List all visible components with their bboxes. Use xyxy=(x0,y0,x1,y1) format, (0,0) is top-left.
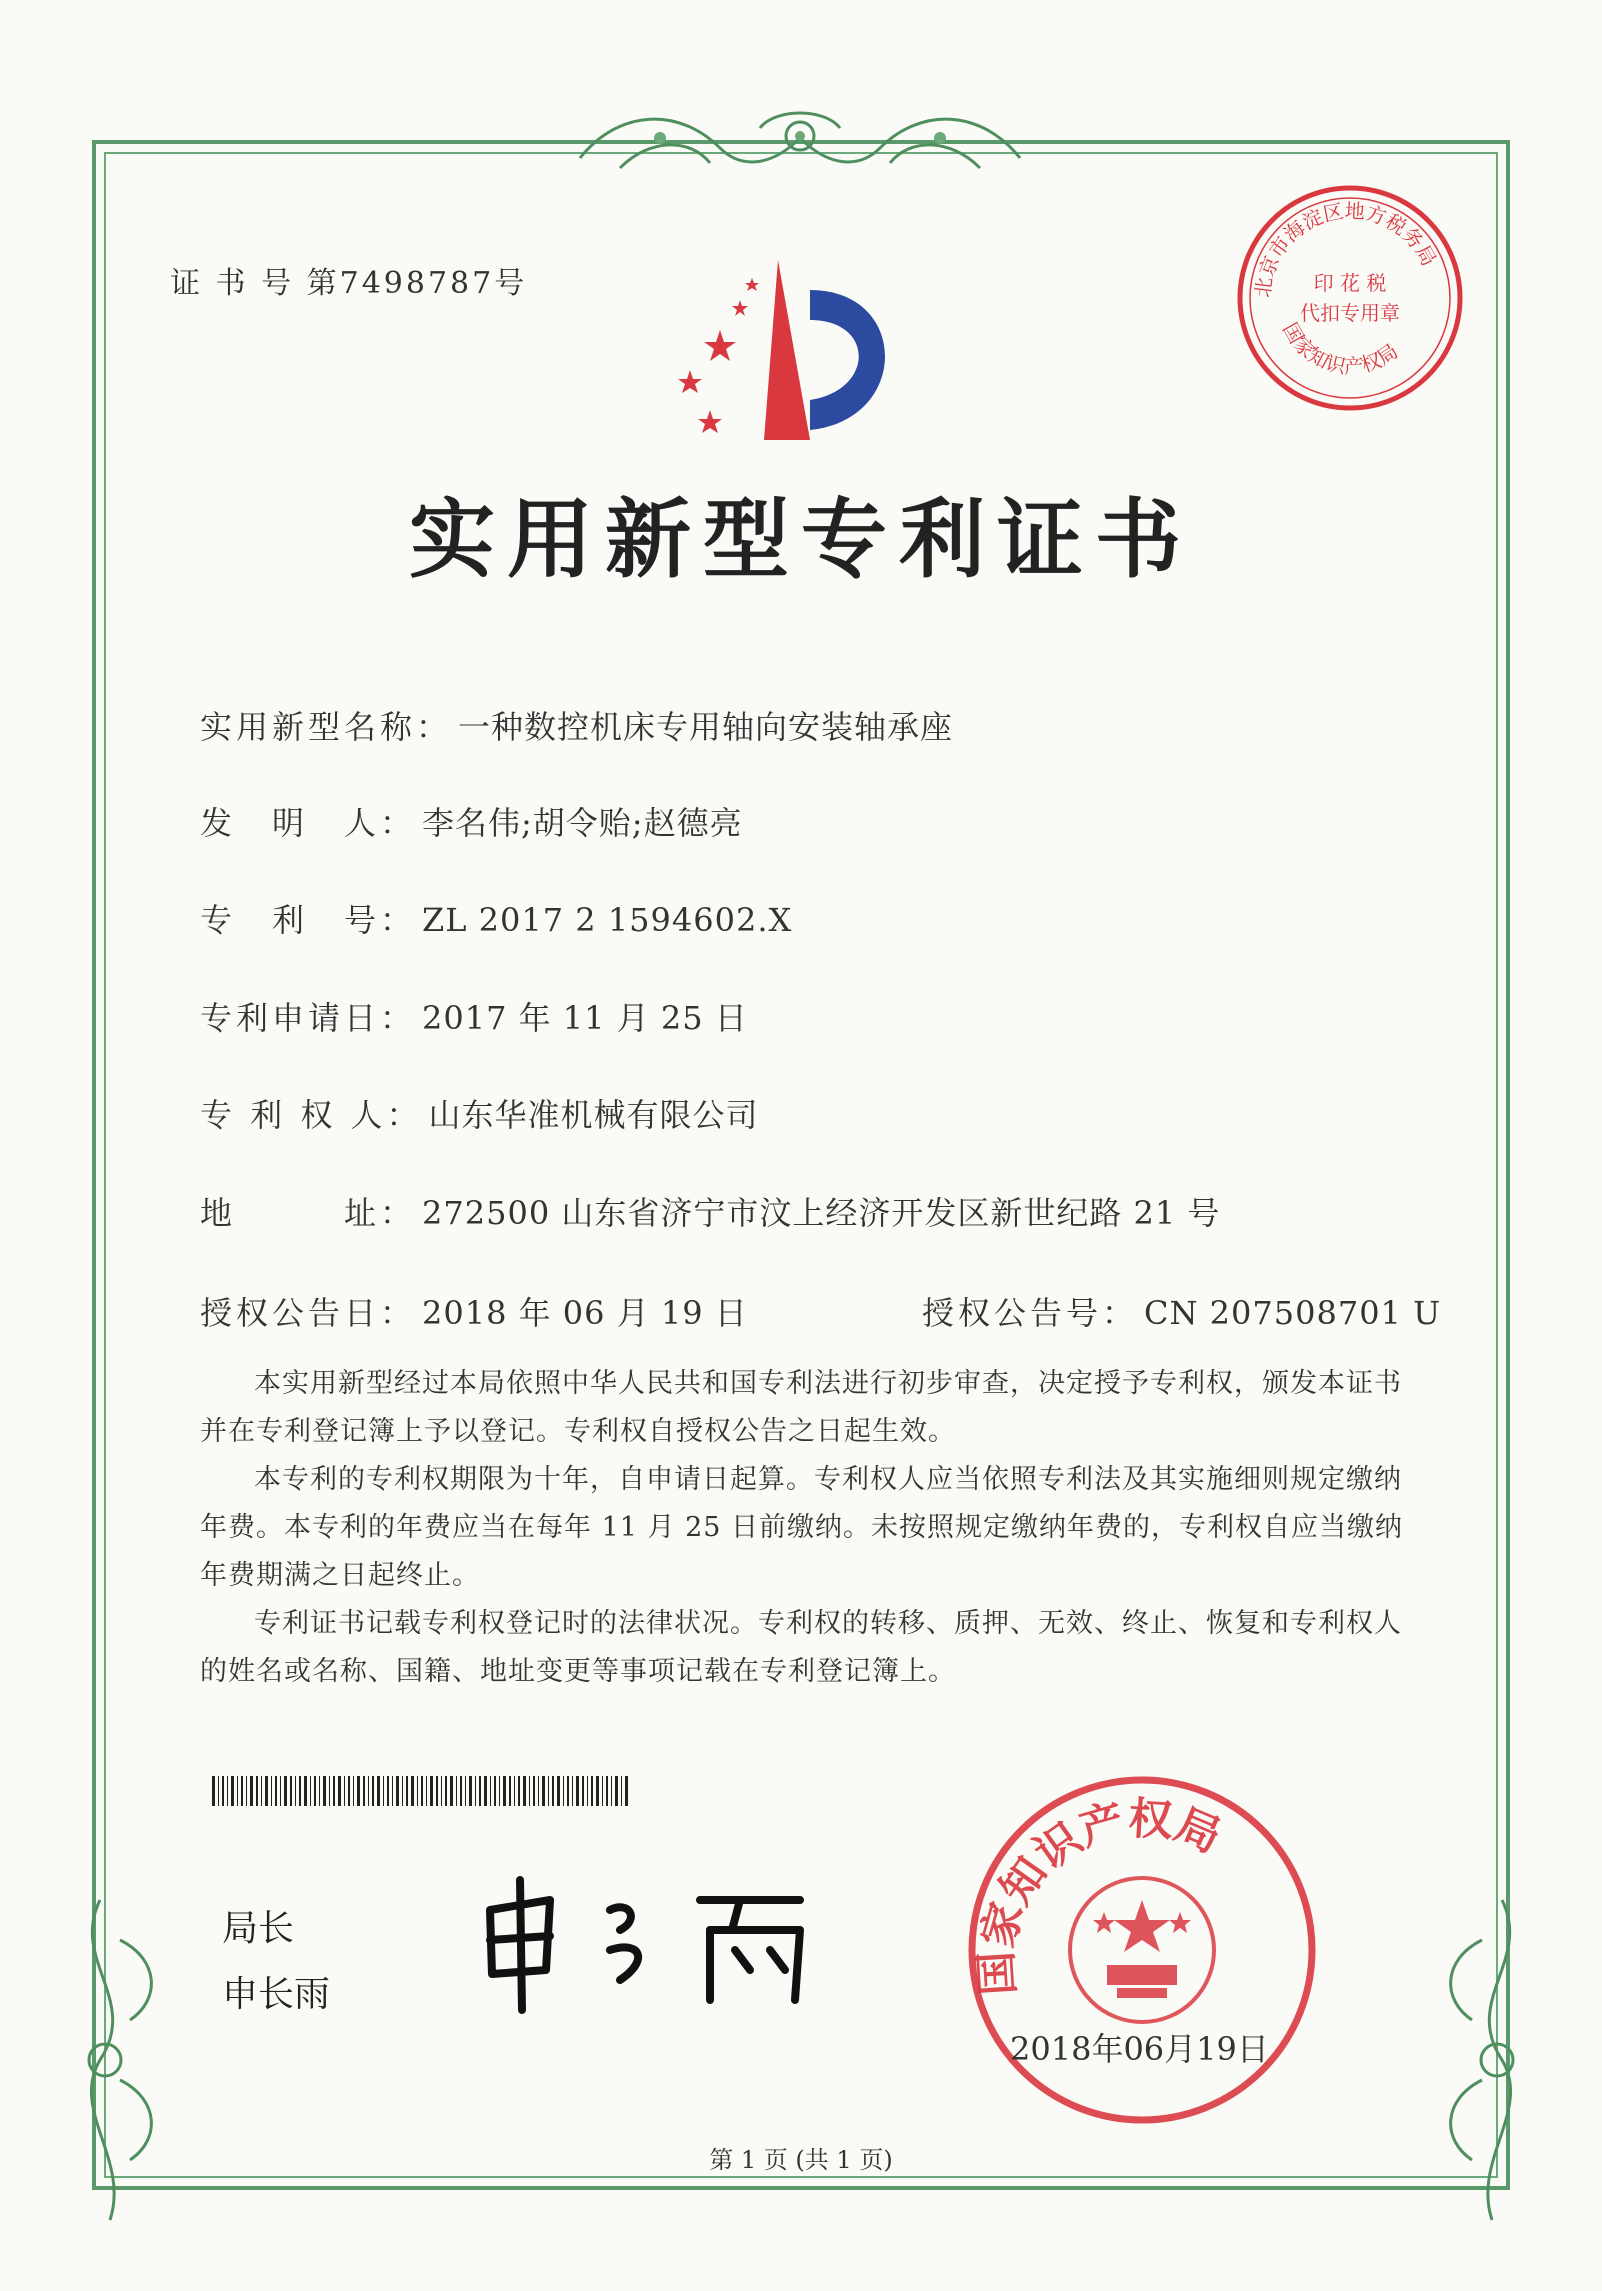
director-signature xyxy=(470,1870,830,2020)
director-title: 局长 xyxy=(222,1908,295,1949)
cnipa-logo-icon xyxy=(660,250,920,450)
field-application-date xyxy=(200,993,748,1039)
seal-ring-text: 国家知识产权局 xyxy=(970,1793,1229,1997)
field-label: 授权公告号： xyxy=(922,1294,1139,1332)
corner-ornament-right xyxy=(1382,1880,1542,2240)
tax-stamp-ring-text: 北京市海淀区地方税务局 xyxy=(1250,198,1442,299)
tax-stamp-center-2: 代扣专用章 xyxy=(1300,301,1400,325)
field-label: 专 利 号： xyxy=(200,901,417,939)
field-utility-model-name xyxy=(200,702,953,748)
page-indicator: 第 1 页 (共 1 页) xyxy=(709,2146,893,2174)
seal-date: 2018年06月19日 xyxy=(1010,2030,1269,2068)
field-value: 李名伟;胡令贻;赵德亮 xyxy=(422,804,743,842)
director-name: 申长雨 xyxy=(222,1974,331,2015)
tax-stamp-center-1: 印 花 税 xyxy=(1313,271,1387,295)
field-label: 专 利 权 人： xyxy=(200,1096,423,1134)
tax-stamp-seal xyxy=(1230,178,1470,418)
field-value: CN 207508701 U xyxy=(1144,1294,1442,1332)
official-seal xyxy=(962,1770,1322,2130)
field-value: 272500 山东省济宁市汶上经济开发区新世纪路 21 号 xyxy=(422,1194,1221,1232)
field-announcement-date xyxy=(200,1288,748,1334)
page-title: 实用新型专利证书 xyxy=(409,489,1193,590)
field-label: 地 址： xyxy=(200,1194,417,1232)
field-value: 一种数控机床专用轴向安装轴承座 xyxy=(458,708,954,746)
field-inventor xyxy=(200,798,743,844)
field-patent-number xyxy=(200,895,792,941)
tax-stamp-bottom-text: 国家知识产权局 xyxy=(1278,318,1403,379)
field-value: 山东华准机械有限公司 xyxy=(428,1096,759,1134)
body-paragraph: 本实用新型经过本局依照中华人民共和国专利法进行初步审查，决定授予专利权，颁发本证书并在专利登记簿上予以登记。专利权自授权公告之日起生效。 xyxy=(200,1368,1402,1447)
certificate-number: 证 书 号 第7498787号 xyxy=(170,266,528,301)
top-ornament xyxy=(560,98,1040,188)
body-paragraph: 本专利的专利权期限为十年，自申请日起算。专利权人应当依照专利法及其实施细则规定缴纳年费。本专利的年费应当在每年 11 月 25 日前缴纳。未按照规定缴纳年费的，专利权自应当缴纳年费期满之日起终止。 xyxy=(200,1464,1404,1591)
field-patentee xyxy=(200,1090,759,1136)
field-value: 2018 年 06 月 19 日 xyxy=(422,1294,748,1332)
field-value: ZL 2017 2 1594602.X xyxy=(422,901,793,939)
field-label: 专利申请日： xyxy=(200,999,417,1037)
corner-ornament-left xyxy=(60,1880,220,2240)
field-value: 2017 年 11 月 25 日 xyxy=(422,999,748,1037)
field-label: 发 明 人： xyxy=(200,804,417,842)
body-paragraph: 专利证书记载专利权登记时的法律状况。专利权的转移、质押、无效、终止、恢复和专利权人的姓名或名称、国籍、地址变更等事项记载在专利登记簿上。 xyxy=(200,1608,1402,1687)
barcode xyxy=(212,1776,628,1806)
field-announcement-number xyxy=(922,1288,1441,1334)
certificate-body-text xyxy=(200,1360,1422,1696)
field-label: 授权公告日： xyxy=(200,1294,417,1332)
field-address xyxy=(200,1188,1220,1234)
field-label: 实用新型名称： xyxy=(200,708,453,746)
